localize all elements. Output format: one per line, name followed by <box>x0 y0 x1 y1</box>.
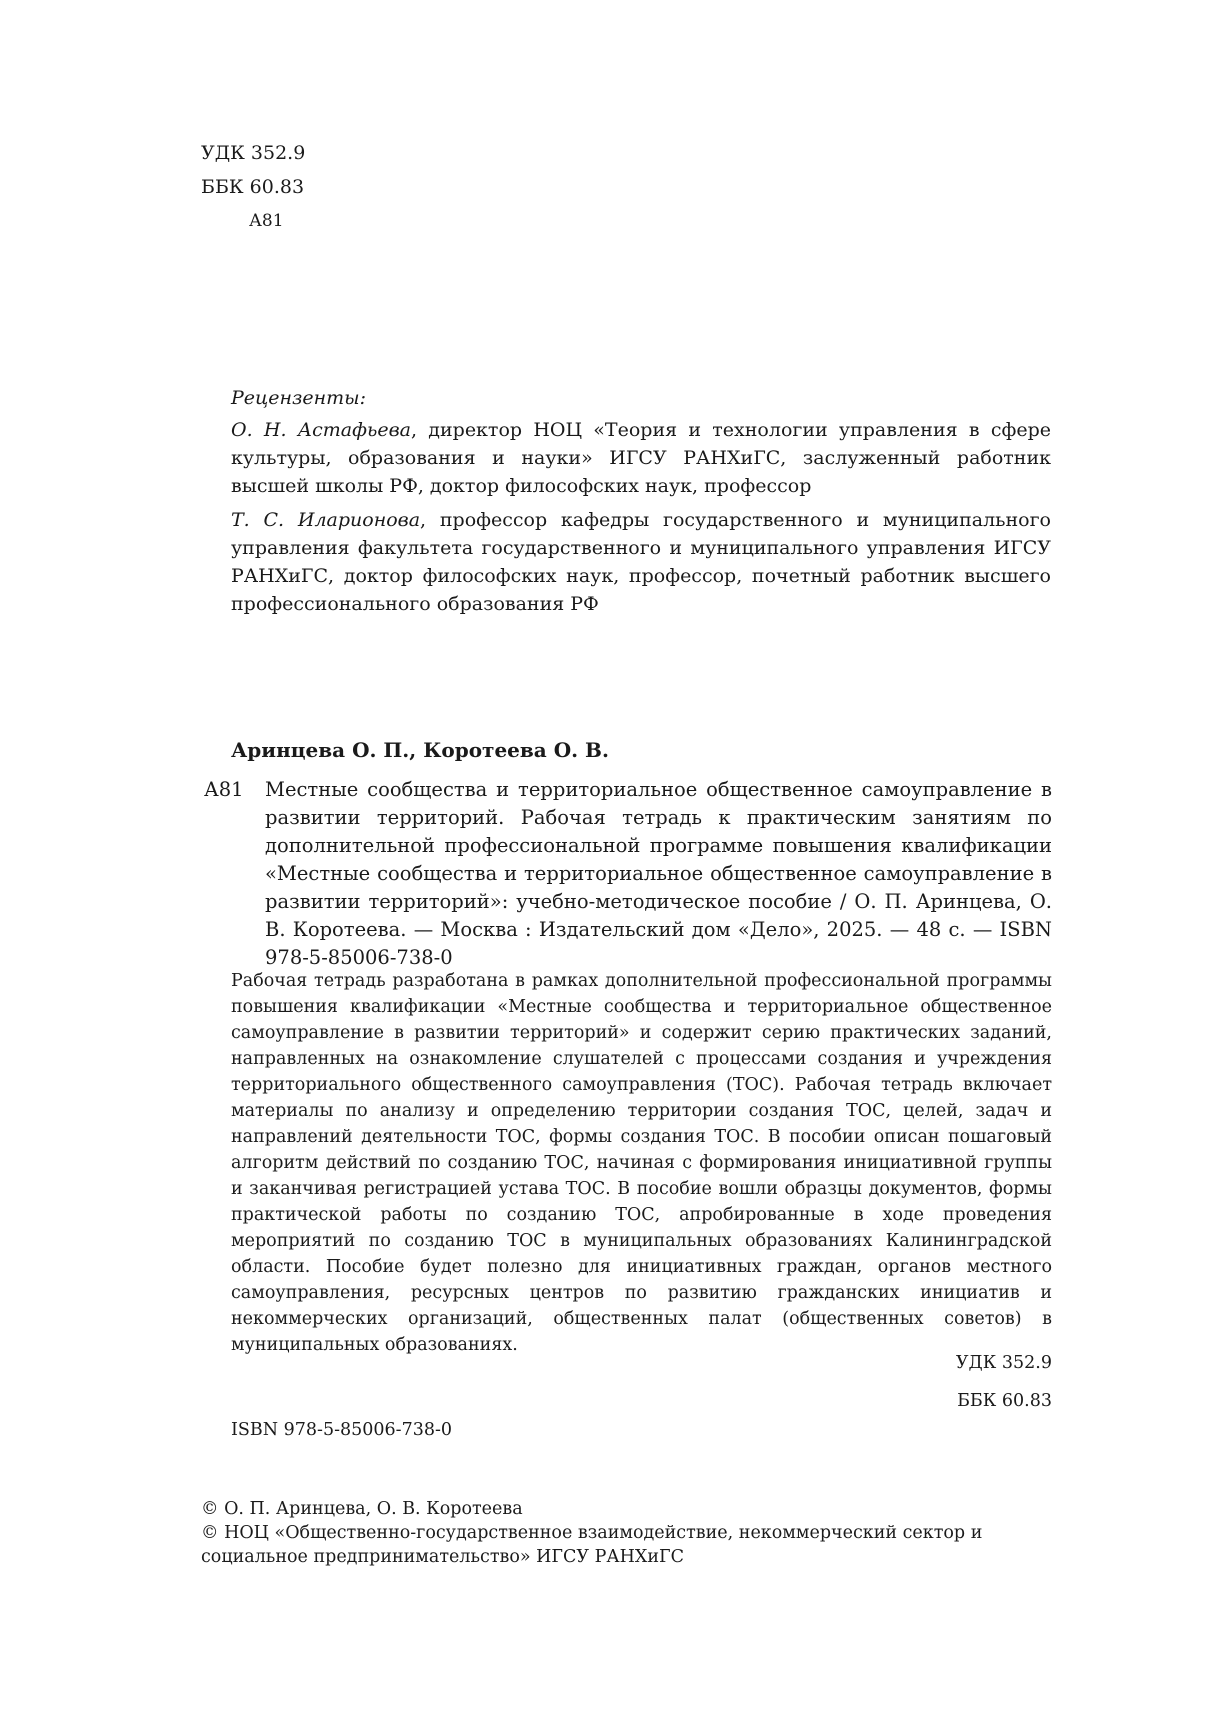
copyright-authors: © О. П. Аринцева, О. В. Коротеева <box>201 1499 523 1519</box>
reviewers-label: Рецензенты: <box>231 387 367 409</box>
reviewer-entry <box>231 506 1051 618</box>
isbn: ISBN 978-5-85006-738-0 <box>231 1420 453 1440</box>
reviewer-name: О. Н. Астафьева <box>231 419 411 441</box>
biblio-description: Местные сообщества и территориальное общественное самоуправление в развитии территорий. Рабочая тетрадь к практическим занятиям по дополнительной профессиональной программе повышения квалификации «Местные сообщества и территориальное общественное самоуправление в развитии территорий»: учебно-методическое пособие / О. П. Аринцева, О. В. Коротеева. — Москва : Издательский дом «Дело», 2025. — 48 с. — ISBN 978-5-85006-738-0 <box>265 778 1052 969</box>
bbk-code: ББК 60.83 <box>957 1391 1052 1411</box>
classification-header <box>201 136 305 238</box>
classification-footer <box>956 1344 1052 1420</box>
udk-code: УДК 352.9 <box>201 142 306 164</box>
reviewer-name: Т. С. Иларионова <box>231 509 421 531</box>
copyright-block <box>201 1497 1053 1569</box>
authors-heading: Аринцева О. П., Коротеева О. В. <box>231 738 609 762</box>
annotation: Рабочая тетрадь разработана в рамках дополнительной профессиональной программы повышения квалификации «Местные сообщества и территориальное общественное самоуправление в развитии территорий» и содержит серию практических заданий, направленных на ознакомление слушателей с процессами создания и учреждения территориального общественного самоуправления (ТОС). Рабочая тетрадь включает материалы по анализу и определению территории создания ТОС, целей, задач и направлений деятельности ТОС, формы создания ТОС. В пособии описан пошаговый алгоритм действий по созданию ТОС, начиная с формирования инициативной группы и заканчивая регистрацией устава ТОС. В пособие вошли образцы документов, формы практической работы по созданию ТОС, апробированные в ходе проведения мероприятий по созданию ТОС в муниципальных образованиях Калининградской области. Пособие будет полезно для инициативных граждан, органов местного самоуправления, ресурсных центров по развитию гражданских инициатив и некоммерческих организаций, общественных палат (общественных советов) в муниципальных образованиях. <box>231 971 1052 1355</box>
bbk-code: ББК 60.83 <box>201 176 305 198</box>
author-mark: А81 <box>249 211 284 231</box>
bibliographic-record <box>204 776 1052 972</box>
reviewer-description: , профессор кафедры государственного и муниципального управления факультета государственного и муниципального управления ИГСУ РАНХиГС, доктор философских наук, профессор, почетный работник высшего профессионального образования РФ <box>231 509 1051 615</box>
reviewer-description: , директор НОЦ «Теория и технологии управления в сфере культуры, образования и науки» ИГСУ РАНХиГС, заслуженный работник высшей школы РФ, доктор философских наук, профессор <box>231 419 1051 497</box>
udk-code: УДК 352.9 <box>955 1353 1052 1373</box>
reviewer-entry <box>231 416 1051 500</box>
reviewers-block <box>231 384 1051 624</box>
biblio-author-mark: А81 <box>204 778 244 801</box>
copyright-organization: © НОЦ «Общественно-государственное взаимодействие, некоммерческий сектор и социальное предпринимательство» ИГСУ РАНХиГС <box>201 1523 983 1567</box>
